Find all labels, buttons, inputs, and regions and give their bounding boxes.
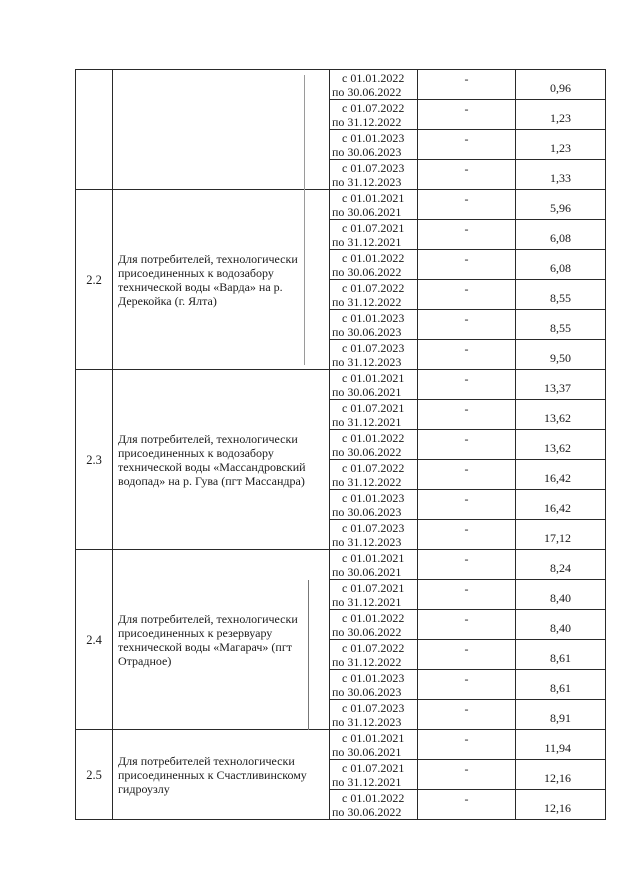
- dash-cell: -: [418, 370, 516, 400]
- period-cell: [330, 220, 418, 250]
- dash-cell: -: [418, 250, 516, 280]
- period-to: по 31.12.2021: [332, 774, 402, 789]
- period-to: по 31.12.2022: [332, 294, 402, 309]
- section-number: 2.3: [76, 370, 113, 550]
- tariff-value: 13,62: [516, 400, 606, 430]
- section-number: [76, 70, 113, 190]
- period-cell: [330, 670, 418, 700]
- section-description: Для потребителей, технологически присоединенных к резервуару технической воды «Магарач» (пгт Отрадное): [113, 550, 330, 730]
- period-from: с 01.01.2022: [342, 250, 405, 265]
- dash-cell: -: [418, 580, 516, 610]
- period-cell: [330, 340, 418, 370]
- scan-artifact-line: [304, 75, 305, 365]
- dash-cell: -: [418, 130, 516, 160]
- period-cell: [330, 70, 418, 100]
- tariff-table: [75, 69, 606, 820]
- period-to: по 30.06.2022: [332, 624, 402, 639]
- period-from: с 01.01.2021: [342, 190, 405, 205]
- period-from: с 01.07.2021: [342, 580, 405, 595]
- tariff-value: 8,55: [516, 280, 606, 310]
- tariff-value: 6,08: [516, 250, 606, 280]
- period-to: по 30.06.2023: [332, 324, 402, 339]
- period-cell: [330, 160, 418, 190]
- dash-cell: -: [418, 190, 516, 220]
- period-cell: [330, 130, 418, 160]
- period-to: по 30.06.2023: [332, 144, 402, 159]
- dash-cell: -: [418, 160, 516, 190]
- dash-cell: -: [418, 520, 516, 550]
- period-cell: [330, 580, 418, 610]
- period-from: с 01.07.2023: [342, 700, 405, 715]
- period-to: по 31.12.2021: [332, 234, 402, 249]
- dash-cell: -: [418, 280, 516, 310]
- dash-cell: -: [418, 550, 516, 580]
- dash-cell: -: [418, 70, 516, 100]
- tariff-value: 12,16: [516, 760, 606, 790]
- dash-cell: -: [418, 610, 516, 640]
- period-cell: [330, 250, 418, 280]
- period-to: по 31.12.2021: [332, 594, 402, 609]
- period-from: с 01.01.2021: [342, 370, 405, 385]
- period-cell: [330, 730, 418, 760]
- period-cell: [330, 700, 418, 730]
- period-from: с 01.07.2021: [342, 400, 405, 415]
- tariff-value: 8,61: [516, 670, 606, 700]
- dash-cell: -: [418, 790, 516, 820]
- dash-cell: -: [418, 100, 516, 130]
- period-from: с 01.01.2022: [342, 70, 405, 85]
- period-from: с 01.07.2022: [342, 280, 405, 295]
- tariff-value: 1,23: [516, 130, 606, 160]
- tariff-value: 16,42: [516, 490, 606, 520]
- period-cell: [330, 370, 418, 400]
- table-row: [76, 70, 606, 100]
- dash-cell: -: [418, 640, 516, 670]
- tariff-value: 8,55: [516, 310, 606, 340]
- tariff-value: 8,91: [516, 700, 606, 730]
- dash-cell: -: [418, 310, 516, 340]
- table-row: [76, 550, 606, 580]
- period-cell: [330, 640, 418, 670]
- period-from: с 01.01.2022: [342, 790, 405, 805]
- dash-cell: -: [418, 340, 516, 370]
- period-cell: [330, 460, 418, 490]
- period-from: с 01.07.2023: [342, 340, 405, 355]
- period-to: по 30.06.2022: [332, 804, 402, 819]
- period-to: по 31.12.2023: [332, 714, 402, 729]
- section-number: 2.4: [76, 550, 113, 730]
- section-description: Для потребителей технологически присоединенных к Счастливинскому гидроузлу: [113, 730, 330, 820]
- period-to: по 30.06.2021: [332, 384, 402, 399]
- period-to: по 30.06.2021: [332, 564, 402, 579]
- period-from: с 01.07.2023: [342, 160, 405, 175]
- dash-cell: -: [418, 670, 516, 700]
- period-from: с 01.01.2021: [342, 550, 405, 565]
- section-number: 2.5: [76, 730, 113, 820]
- tariff-value: 8,40: [516, 610, 606, 640]
- period-cell: [330, 100, 418, 130]
- dash-cell: -: [418, 430, 516, 460]
- tariff-value: 8,24: [516, 550, 606, 580]
- period-cell: [330, 550, 418, 580]
- section-number: 2.2: [76, 190, 113, 370]
- table-row: [76, 370, 606, 400]
- period-from: с 01.07.2021: [342, 220, 405, 235]
- period-cell: [330, 520, 418, 550]
- section-description: Для потребителей, технологически присоединенных к водозабору технической воды «Варда» на р. Дерекойка (г. Ялта): [113, 190, 330, 370]
- period-from: с 01.07.2023: [342, 520, 405, 535]
- period-from: с 01.07.2021: [342, 760, 405, 775]
- period-to: по 31.12.2023: [332, 534, 402, 549]
- tariff-value: 12,16: [516, 790, 606, 820]
- period-to: по 30.06.2023: [332, 684, 402, 699]
- tariff-value: 9,50: [516, 340, 606, 370]
- tariff-value: 11,94: [516, 730, 606, 760]
- dash-cell: -: [418, 490, 516, 520]
- period-cell: [330, 760, 418, 790]
- period-to: по 31.12.2022: [332, 654, 402, 669]
- period-to: по 31.12.2022: [332, 114, 402, 129]
- period-cell: [330, 430, 418, 460]
- tariff-value: 8,40: [516, 580, 606, 610]
- dash-cell: -: [418, 220, 516, 250]
- period-cell: [330, 790, 418, 820]
- tariff-value: 13,62: [516, 430, 606, 460]
- period-to: по 30.06.2021: [332, 204, 402, 219]
- dash-cell: -: [418, 400, 516, 430]
- period-from: с 01.01.2023: [342, 310, 405, 325]
- dash-cell: -: [418, 760, 516, 790]
- period-cell: [330, 280, 418, 310]
- period-to: по 30.06.2022: [332, 84, 402, 99]
- tariff-value: 5,96: [516, 190, 606, 220]
- period-from: с 01.01.2021: [342, 730, 405, 745]
- period-cell: [330, 490, 418, 520]
- period-to: по 31.12.2023: [332, 354, 402, 369]
- period-to: по 30.06.2023: [332, 504, 402, 519]
- table-row: [76, 190, 606, 220]
- period-from: с 01.01.2022: [342, 610, 405, 625]
- period-to: по 31.12.2021: [332, 414, 402, 429]
- period-from: с 01.07.2022: [342, 640, 405, 655]
- scan-artifact-line: [308, 580, 309, 730]
- tariff-value: 1,33: [516, 160, 606, 190]
- tariff-value: 8,61: [516, 640, 606, 670]
- table-row: [76, 730, 606, 760]
- section-description: Для потребителей, технологически присоединенных к водозабору технической воды «Массандровский водопад» на р. Гува (пгт Массандра): [113, 370, 330, 550]
- tariff-table-body: [76, 70, 606, 820]
- period-cell: [330, 400, 418, 430]
- section-description: [113, 70, 330, 190]
- period-cell: [330, 310, 418, 340]
- dash-cell: -: [418, 700, 516, 730]
- tariff-value: 6,08: [516, 220, 606, 250]
- dash-cell: -: [418, 730, 516, 760]
- tariff-value: 0,96: [516, 70, 606, 100]
- period-from: с 01.01.2023: [342, 130, 405, 145]
- dash-cell: -: [418, 460, 516, 490]
- period-to: по 31.12.2023: [332, 174, 402, 189]
- period-from: с 01.01.2023: [342, 670, 405, 685]
- period-from: с 01.01.2022: [342, 430, 405, 445]
- tariff-value: 16,42: [516, 460, 606, 490]
- period-from: с 01.01.2023: [342, 490, 405, 505]
- period-from: с 01.07.2022: [342, 100, 405, 115]
- period-to: по 30.06.2021: [332, 744, 402, 759]
- period-from: с 01.07.2022: [342, 460, 405, 475]
- period-to: по 30.06.2022: [332, 444, 402, 459]
- tariff-value: 13,37: [516, 370, 606, 400]
- period-to: по 31.12.2022: [332, 474, 402, 489]
- period-cell: [330, 610, 418, 640]
- tariff-value: 1,23: [516, 100, 606, 130]
- period-to: по 30.06.2022: [332, 264, 402, 279]
- tariff-value: 17,12: [516, 520, 606, 550]
- period-cell: [330, 190, 418, 220]
